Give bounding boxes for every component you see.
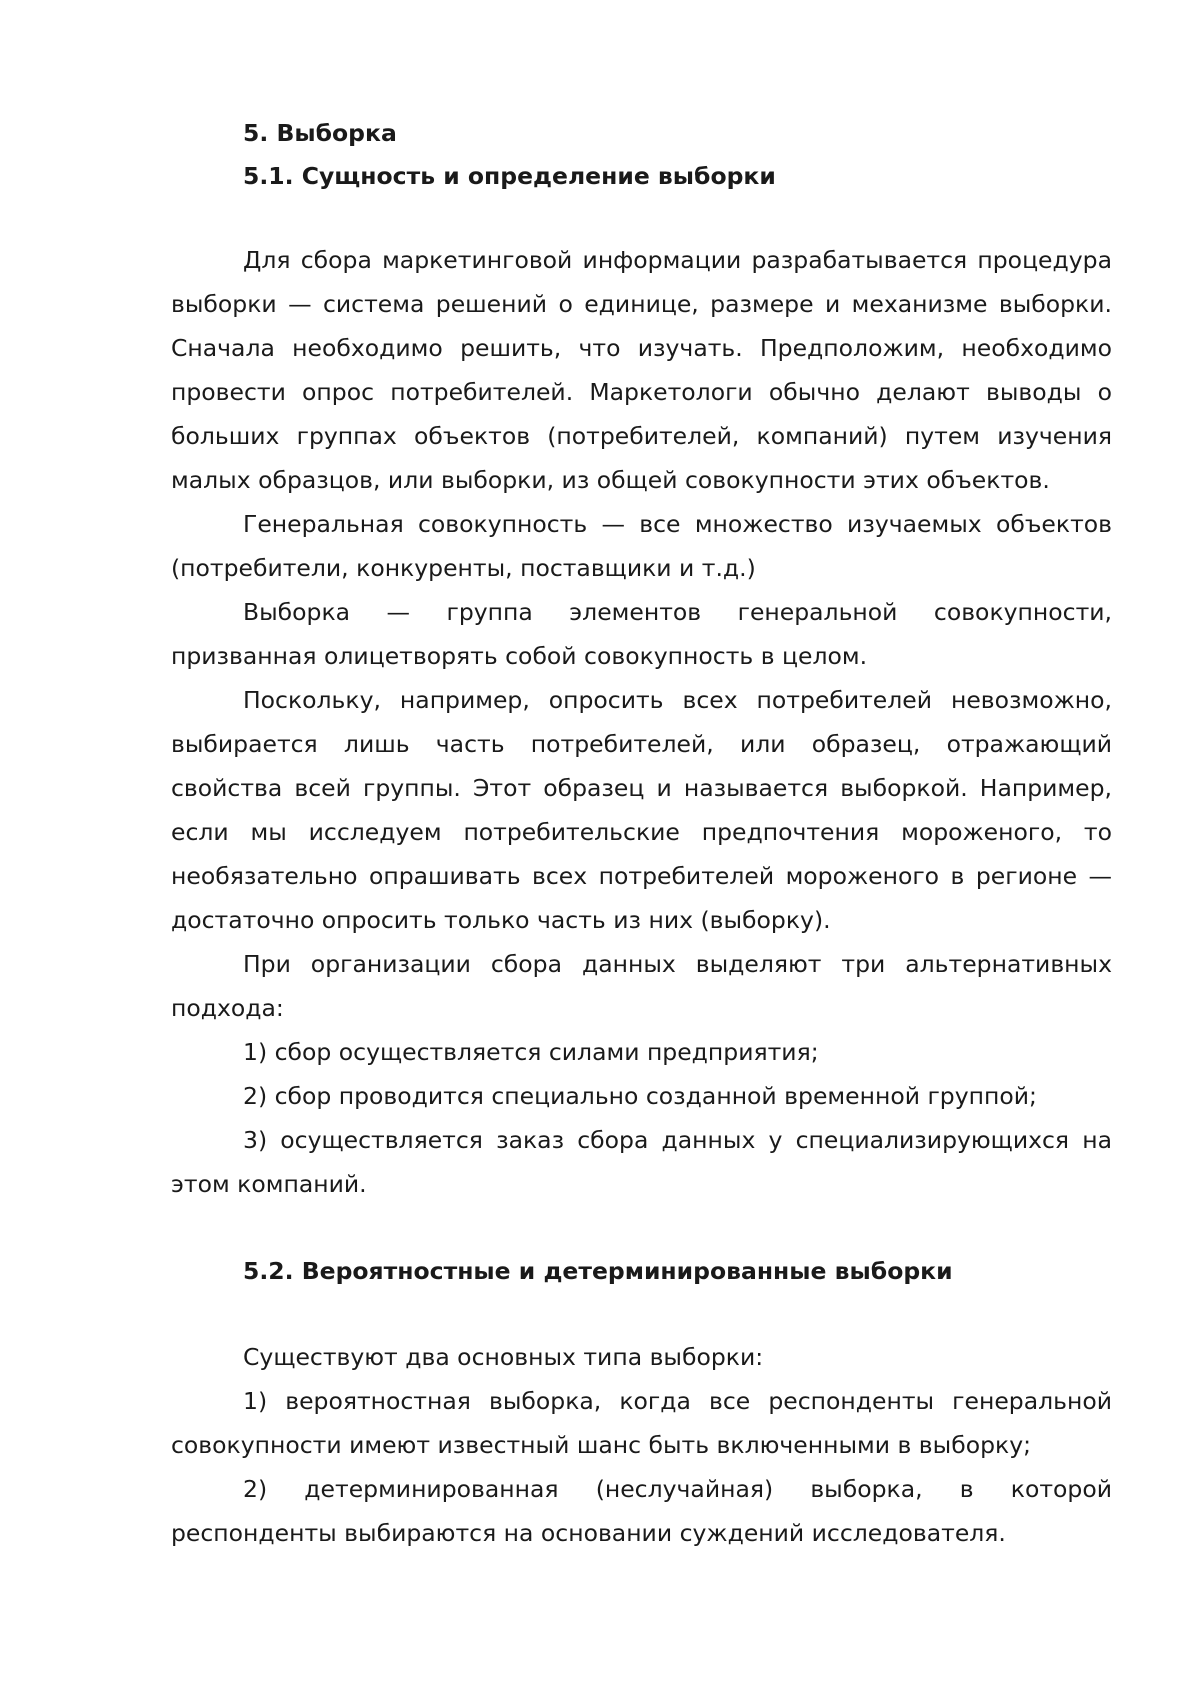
- list-item-approach-1: 1) сбор осуществляется силами предприятия;: [243, 1038, 819, 1066]
- list-item-probability-sample: 1) вероятностная выборка, когда все респонденты генеральной совокупности имеют известный шанс быть включенными в выборку;: [171, 1387, 1112, 1459]
- spacer: [171, 1206, 1112, 1250]
- spacer: [171, 1293, 1112, 1335]
- subsection-title-5-1: 5.1. Сущность и определение выборки: [243, 162, 776, 190]
- paragraph-sampling-procedure: Для сбора маркетинговой информации разрабатывается процедура выборки — система решений о единице, размере и механизме выборки. Сначала необходимо решить, что изучать. Предположим, необходимо провести опрос потребителей. Маркетологи обычно делают выводы о больших группах объектов (потребителей, компаний) путем изучения малых образцов, или выборки, из общей совокупности этих объектов.: [171, 246, 1112, 494]
- subsection-title-5-2: 5.2. Вероятностные и детерминированные выборки: [243, 1257, 953, 1285]
- paragraph-sample-types-intro: Существуют два основных типа выборки:: [243, 1343, 764, 1371]
- paragraph-approaches-intro: При организации сбора данных выделяют три альтернативных подхода:: [171, 950, 1112, 1022]
- document-page: [171, 112, 1112, 1555]
- paragraph-general-population: Генеральная совокупность — все множество изучаемых объектов (потребители, конкуренты, поставщики и т.д.): [171, 510, 1112, 582]
- list-item-approach-3: 3) осуществляется заказ сбора данных у специализирующихся на этом компаний.: [171, 1126, 1112, 1198]
- section-title: 5. Выборка: [243, 119, 397, 147]
- list-item-approach-2: 2) сбор проводится специально созданной временной группой;: [243, 1082, 1037, 1110]
- list-item-deterministic-sample: 2) детерминированная (неслучайная) выборка, в которой респонденты выбираются на основании суждений исследователя.: [171, 1475, 1112, 1547]
- paragraph-sample-definition: Выборка — группа элементов генеральной совокупности, призванная олицетворять собой совокупность в целом.: [171, 598, 1112, 670]
- spacer: [171, 198, 1112, 238]
- paragraph-sample-example: Поскольку, например, опросить всех потребителей невозможно, выбирается лишь часть потребителей, или образец, отражающий свойства всей группы. Этот образец и называется выборкой. Например, если мы исследуем потребительские предпочтения мороженого, то необязательно опрашивать всех потребителей мороженого в регионе — достаточно опросить только часть из них (выборку).: [171, 686, 1112, 934]
